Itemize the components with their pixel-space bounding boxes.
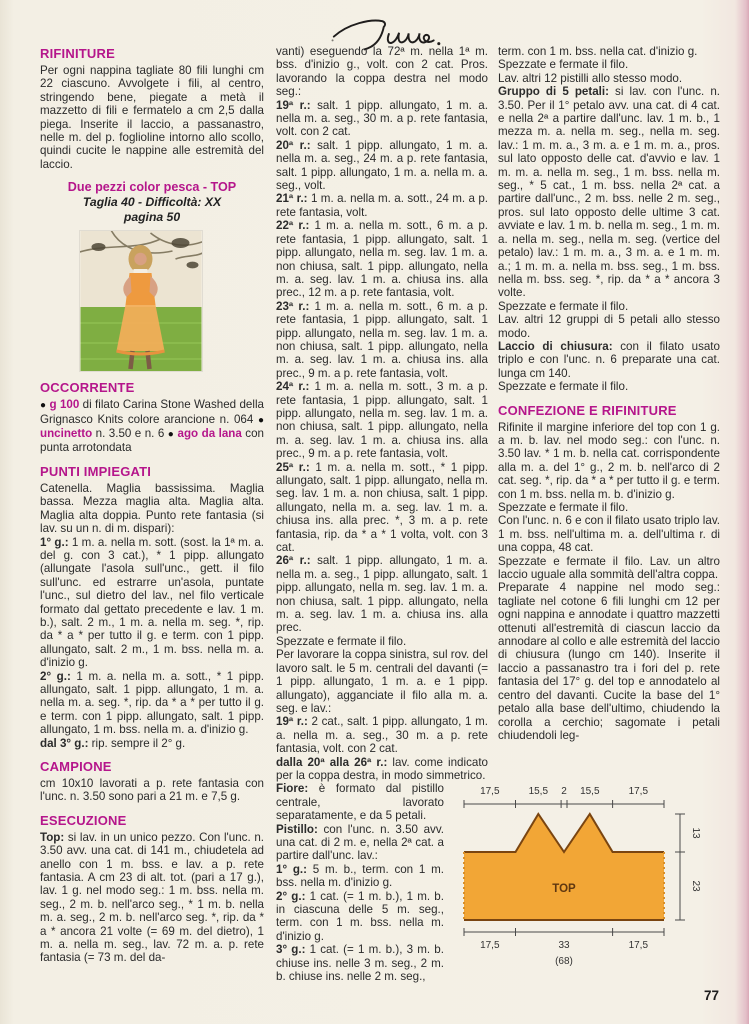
column-right — [498, 45, 720, 742]
row-instruction: dalla 20ª alla 26ª r.: lav. come indicato per la coppa destra, in modo simmetrico. — [276, 755, 488, 782]
round-instruction: 3° g.: 1 cat. (= 1 m. b.), 3 m. b. chiuse ins. nelle 3 m. seg., 2 m. b. chiuse ins. nelle 2 m. seg., — [276, 943, 444, 984]
pattern-title-block — [40, 180, 264, 225]
section-title-campione: CAMPIONE — [40, 759, 112, 774]
measure-label: 23 — [690, 880, 701, 892]
esecuzione-top: Top: si lav. in un unico pezzo. Con l'unc. n. 3.50 avv. una cat. di 141 m., chiudetela ad anello con 1 m. bss. e lav. a p. rete fantasia. A cm 23 di alt. tot. (pari a 17 g.), lav. 1 g. nel modo seg.: 1 m. bss. nella m. seg., 2 m. b. nell'arco seg., * 1 m. b. nella m. a. seg., 2 m. b. nell'arco seg. *, rip. da * a * ancora 21 volte (= 69 m. del dietro), 1 m. a. nella m. seg., lav. 72 m. a. p. rete fantasia (= 73 m. del da- — [40, 830, 264, 965]
row-instruction: 20ª r.: salt. 1 pipp. allungato, 1 m. a. nella m. a. seg., 24 m. a p. rete fantasia, salt. 1 pipp. allungato, 1 m. a. nella m. a. seg., volt. — [276, 138, 488, 193]
continuation-paragraph: term. con 1 m. bss. nella cat. d'inizio g. — [498, 45, 698, 58]
cut-thread-note: Spezzate e fermate il filo. — [276, 634, 407, 648]
continuation-paragraph: vanti) eseguendo la 72ª m. nella 1ª m. bss. d'inizio g., volt. con 2 cat. Pros. lavorando la coppa destra nel modo seg.: — [276, 45, 488, 99]
row-instruction: 25ª r.: 1 m. a. nella m. sott., * 1 pipp. allungato, salt. 1 pipp. allungato, nella m. seg. lav. 1 m. a. non chiusa, salt. 1 pipp. allungato, nella m. a. seg. lav. 1 m. a. chiusa ins. alla prec. *, 3 m. a p. rete fantasia, rip. da * a * 1 volta, volt. con 3 cat. — [276, 460, 488, 555]
fiore-paragraph: Fiore: è formato dal pistillo centrale, lavorato separatamente, e da 5 petali. — [276, 782, 444, 823]
confezione-paragraph: Spezzate e fermate il filo. Lav. un altro laccio uguale alla sommità dell'altra coppa. — [498, 554, 720, 582]
pattern-page-ref: pagina 50 — [123, 210, 181, 225]
repeat-note: Lav. altri 12 pistilli allo stesso modo. — [498, 71, 683, 85]
round-instruction: 1° g.: 1 m. a. nella m. sott. (sost. la 1ª m. a. del g. con 3 cat.), * 1 pipp. allungato (allungate l'asola sull'unc., gett. il filo sull'unc. ed estrarre un'asola, puntate l'unc., sul dietro del lav., nel filo verticale formato dal gettato precedente e lav. 1 m. b.), salt. 2 m., 1 m. a. nella m. seg. *, rip. da * a * per tutto il g. e term. con 1 pipp. allungato, salt. 2 m., 1 m. bss. nella m. a. d'inizio g. — [40, 535, 264, 670]
row-instruction: 23ª r.: 1 m. a. nella m. sott., 6 m. a p. rete fantasia, 1 pipp. allungato, salt. 1 pipp. allungato, nella m. seg. lav. 1 m. a. non chiusa, salt. 1 pipp. allungato, nella m. a. seg. lav. 1 m. a. chiusa ins. alla prec., 9 m. a p. rete fantasia, volt. — [276, 299, 488, 380]
measure-label: 17,5 — [628, 940, 649, 951]
material-needle: ago da lana — [177, 427, 242, 441]
round-instruction: dal 3° g.: rip. sempre il 2° g. — [40, 736, 186, 750]
pattern-size-difficulty: Taglia 40 - Difficoltà: XX — [82, 195, 222, 210]
row-instruction: 24ª r.: 1 m. a. nella m. sott., 3 m. a p. rete fantasia, 1 pipp. allungato, salt. 1 pipp. allungato, nella m. seg. lav. 1 m. a. non chiusa, salt. 1 pipp. allungato, nella m. a. seg. lav. 1 m. a. chiusa ins. alla prec., 9 m. a p. rete fantasia, volt. — [276, 380, 488, 461]
measure-label: 15,5 — [528, 786, 549, 797]
shape-label: TOP — [552, 883, 576, 895]
measure-label: 13 — [690, 827, 701, 839]
petali-paragraph: Gruppo di 5 petali: si lav. con l'unc. n. 3.50. Per il 1° petalo avv. una cat. di 4 cat. e nella 2ª a partire dall'unc. lav. 1 m. b., 1 mezza m. a. nella m. seg., nella m. seg. lav.: 1 m. m. a., 3 m. a. e 1 m. m. a., pros. sul lato opposto delle cat. d'avvio e lav. 1 m. m. a. nella m. seg., 1 m. bss. nella m. seg., * 5 cat., 1 m. bss. nella 2ª cat. a partire dall'unc., 2 m. bss. nelle 2 m. seg., pros. sul lato opposto delle ultime 3 cat. avviate e lav. 1 m. b. nella m. seg., 1 m. m. a. nella m. seg., nella m. seg. (vertice del petalo) lav.: 1 m. m. a., 3 m. a. e 1 m. m. a.; 1 m. m. a. nella m. bss. seg., 1 m. bss. nella m. bss. seg. *, rip. da * a * ancora 3 volte. — [498, 85, 720, 300]
campione-body: cm 10x10 lavorati a p. rete fantasia con l'unc. n. 3.50 sono pari a 21 m. e 7,5 g. — [40, 777, 264, 804]
measure-label: 2 — [561, 786, 567, 797]
occorrente-body — [40, 398, 264, 455]
top-schematic-shape — [464, 814, 664, 920]
pattern-schematic — [448, 782, 716, 987]
measure-label: 33 — [558, 940, 570, 951]
pattern-photo-image — [80, 231, 202, 371]
rifiniture-body: Per ogni nappina tagliate 80 fili lunghi cm 22 ciascuno. Avvolgete i fili, al centro, stringendo bene, piegate a metà il mazzetto di fili e fermatelo a cm 2,5 dalla piega. Inserite il laccio, a passanastro, nelle m. del p. foglioline intorno allo scollo, quindi cucite le nappine alle estremità del laccio. — [40, 64, 264, 171]
punti-body: Catenella. Maglia bassissima. Maglia bassa. Mezza maglia alta. Maglia alta. Maglia alta doppia. Punto rete fantasia (si lav. su un n. di m. dispari): — [40, 481, 264, 536]
measure-label: 17,5 — [480, 786, 500, 797]
cut-thread-note: Spezzate e fermate il filo. — [498, 380, 629, 394]
material-quantity: g 100 — [49, 398, 80, 412]
cut-thread-note: Spezzate e fermate il filo. — [498, 299, 629, 313]
column-left — [40, 45, 264, 965]
top-measure-labels — [480, 786, 648, 797]
row-instruction: 26ª r.: salt. 1 pipp. allungato, 1 m. a. nella m. a. seg., 1 pipp. allungato, salt. 1 pipp. allungato, nella m. seg. lav. 1 m. a. non chiusa, salt. 1 pipp. allungato, nella m. a. seg. lav. 1 m. a. chiusa ins. alla prec. — [276, 554, 488, 635]
section-title-rifiniture: RIFINITURE — [40, 46, 115, 61]
round-instruction: 2° g.: 1 cat. (= 1 m. b.), 1 m. b. in ciascuna delle 5 m. seg., term. con 1 m. bss. nella m. d'inizio g. — [276, 889, 444, 943]
top-schematic-svg — [448, 782, 716, 982]
material-text: n. 3.50 e n. 6 — [95, 427, 165, 441]
confezione-paragraph: Rifinite il margine inferiore del top con 1 g. a m. b. lav. nel modo seg.: con l'unc. n. 3.50 lav. * 1 m. b. nella cat. corrispondente alla m. a. del 1° g., 2 m. b. nell'arco di 2 cat. seg. *, rip. da * a * per tutto il g. e term. con 1 m. bss. nella m. b. d'inizio g. — [498, 420, 720, 501]
bottom-measure-labels — [480, 940, 648, 967]
right-ruler — [675, 814, 685, 920]
row-instruction: 19ª r.: 2 cat., salt. 1 pipp. allungato, 1 m. a. nella m. a. seg., 30 m. a p. rete fantasia, volt. con 2 cat. — [276, 715, 488, 756]
section-title-confezione: CONFEZIONE E RIFINITURE — [498, 402, 677, 418]
section-title-esecuzione: ESECUZIONE — [40, 812, 127, 828]
left-cup-paragraph: Per lavorare la coppa sinistra, sul rov. del lavoro salt. le 5 m. centrali del davanti (= 1 pipp. allungato, 1 m. a. e 1 pipp. allungato), agganciate il filo alla m. a. seg. e lav.: — [276, 648, 488, 715]
total-width-label: (68) — [555, 956, 573, 967]
measure-label: 17,5 — [628, 786, 649, 797]
material-text: di filato Carina Stone Washed della Grignasco Knits colore arancione n. 064 — [40, 398, 264, 426]
round-instruction: 1° g.: 5 m. b., term. con 1 m. bss. nella m. d'inizio g. — [276, 862, 444, 890]
bullet-icon: ● — [40, 400, 47, 412]
round-instruction: 2° g.: 1 m. a. nella m. a. sott., * 1 pipp. allungato, salt. 1 pipp. allungato, 1 m. a. nella m. a. seg. *, rip. da * a * per tutto il g. e term. con 1 pipp. allungato, salt. 1 pipp. allungato, 1 m. bss. nella m. a. d'inizio g. — [40, 669, 264, 737]
confezione-paragraph: Con l'unc. n. 6 e con il filato usato triplo lav. 1 m. bss. nell'ultima m. a. dell'ultima r. di una coppa, 48 cat. — [498, 514, 720, 555]
laccio-paragraph: Laccio di chiusura: con il filato usato triplo e con l'unc. n. 6 preparate una cat. lunga cm 140. — [498, 339, 720, 380]
bullet-icon: ● — [167, 429, 175, 441]
material-text: con punta arrotondata — [40, 427, 264, 455]
row-instruction: 19ª r.: salt. 1 pipp. allungato, 1 m. a. nella m. a. seg., 30 m. a p. rete fantasia, volt. con 2 cat. — [276, 98, 488, 139]
bullet-icon: ● — [257, 414, 264, 426]
row-instruction: 21ª r.: 1 m. a. nella m. a. sott., 24 m. a p. rete fantasia, volt. — [276, 192, 488, 219]
pattern-photo — [80, 231, 202, 371]
top-ruler — [464, 800, 664, 808]
measure-label: 15,5 — [580, 786, 600, 797]
page-number: 77 — [704, 988, 720, 1003]
pattern-title: Due pezzi color pesca - TOP — [67, 180, 237, 195]
bottom-ruler — [464, 928, 664, 936]
material-hook: uncinetto — [40, 427, 93, 441]
section-title-punti: PUNTI IMPIEGATI — [40, 463, 152, 479]
repeat-note: Lav. altri 12 gruppi di 5 petali allo stesso modo. — [498, 313, 720, 340]
shape-top-outline — [464, 814, 664, 852]
section-title-occorrente: OCCORRENTE — [40, 380, 135, 396]
pistillo-paragraph: Pistillo: con l'unc. n. 3.50 avv. una cat. di 2 m. e, nella 2ª cat. a partire dall'unc. lav.: — [276, 822, 444, 863]
cut-thread-note: Spezzate e fermate il filo. — [498, 501, 629, 514]
measure-label: 17,5 — [480, 940, 500, 951]
row-instruction: 22ª r.: 1 m. a. nella m. sott., 6 m. a p. rete fantasia, 1 pipp. allungato, salt. 1 pipp. allungato, nella m. seg. lav. 1 m. a. non chiusa, salt. 1 pipp. allungato, nella m. a. seg. lav. 1 m. a. chiusa ins. alla prec., 12 m. a p. rete fantasia, volt. — [276, 219, 488, 300]
confezione-paragraph: Preparate 4 nappine nel modo seg.: tagliate nel cotone 6 fili lunghi cm 12 per ogni nappina e annodate i quattro mazzetti ottenuti all'estremità di ciascun laccio da annodare al collo e alle estremità del laccio di chiusura (lungo cm 140). Inserite il laccio a passanastro tra i fori del p. rete fantasia del 17° g. del top e annodatelo al centro del davanti. Cucite la base del 1° petalo alla base dell'ultimo, chiudendo la corolla a cerchio; sagomate i petali chiudendoli leg- — [498, 581, 720, 742]
cut-thread-note: Spezzate e fermate il filo. — [498, 58, 629, 72]
